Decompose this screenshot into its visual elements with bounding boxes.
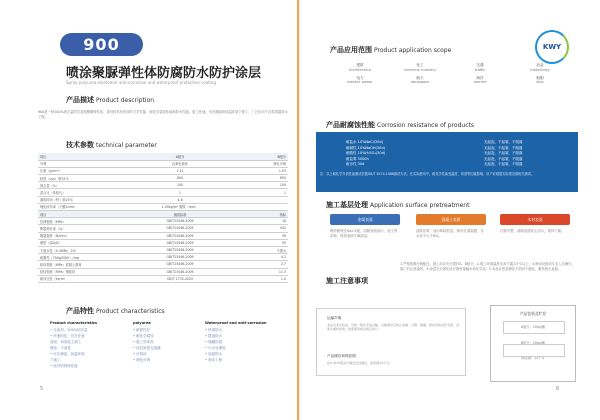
- corrosion-test-item: 耐盐水 10%NaCl(30d): [346, 140, 383, 144]
- spec-cell: 项目: [38, 153, 130, 160]
- description-heading: [66, 95, 154, 105]
- transport-heading: 运输声明: [327, 316, 342, 320]
- surface-wood-text: 打磨平整，清除表面灰尘油污，保持干燥。: [500, 229, 565, 233]
- packaging-line-2: B组分：20kg/桶: [521, 341, 545, 346]
- application-heading-en: Product application scope: [374, 47, 452, 54]
- surface-concrete-header: 混凝土表面: [416, 214, 486, 225]
- corrosion-test-item: 耐盐雾 5000h: [346, 156, 369, 161]
- application-item: [390, 63, 450, 73]
- application-item-cn: 交通: [476, 63, 484, 67]
- description-heading-cn: 产品描述: [66, 96, 94, 104]
- feature-item: • 污水处理池: [205, 346, 226, 350]
- packaging-frame-1: [503, 321, 565, 334]
- feature-item: • 耐化学腐蚀: [133, 334, 154, 338]
- application-item-en: electric power: [347, 80, 373, 85]
- description-heading-en: Product description: [96, 97, 155, 104]
- spec-cell: 100: [130, 182, 230, 189]
- storage-text: 在5-35℃阴凉干燥处密封储存，保质期12个月。: [327, 361, 392, 365]
- page-number-left: 5: [40, 386, 44, 392]
- corrosion-test-item: 耐酸性 10%H₂SO₄(30d): [346, 151, 386, 156]
- application-heading: [330, 45, 451, 55]
- spec-cell: GB/T 1732-2020: [130, 275, 230, 282]
- spec-row: [38, 189, 288, 196]
- features-heading-cn: 产品特性: [66, 307, 94, 315]
- application-item: [510, 63, 570, 73]
- application-item: [450, 76, 510, 86]
- spec-row: [38, 225, 288, 232]
- spec-header-row: [38, 211, 288, 218]
- spec-cell: B组分: [230, 153, 288, 160]
- spec-cell: 测试标准: [130, 211, 230, 218]
- spec-cell: GB/T23446-2009: [130, 261, 230, 268]
- spec-cell: 颜色可调: [230, 160, 288, 167]
- packaging-box: [490, 305, 576, 382]
- packaging-line-1: A组分：20kg/桶: [521, 325, 545, 329]
- spec-cell: 耐冲击性（kg·m）: [38, 275, 130, 282]
- spec-cell: 撕裂强度（N/mm）: [38, 232, 130, 239]
- surface-heading-cn: 施工基层处理: [326, 201, 368, 209]
- application-item-cn: 船舶: [536, 75, 544, 80]
- transport-text: 本品为非危险品，可按一般化学品运输。运输途中应防止雨淋、日晒、碰撞，保持包装完好无损，远离火源和热源，按照国家相关规定执行。: [327, 323, 460, 332]
- corrosion-result-item: 无起泡，不起皱，不脱落: [484, 162, 523, 167]
- spec-cell: 1.03: [230, 167, 288, 174]
- spec-cell: 16: [230, 218, 288, 225]
- spec-cell: 4-6: [130, 196, 230, 203]
- spec-cell: 1.0: [230, 275, 288, 282]
- spec-row: [38, 261, 288, 268]
- spec-cell: [230, 203, 288, 210]
- features-heading: [66, 306, 165, 316]
- spec-cell: 粘结强度（MPa）钢基材: [38, 268, 130, 275]
- params-heading-en: technical parameter: [96, 142, 157, 149]
- spec-cell: 93: [230, 239, 288, 246]
- spec-cell: 乳黄色液体: [130, 160, 230, 167]
- feature-item: • 桥梁防水: [205, 328, 223, 332]
- application-item-en: chemical industry: [403, 67, 436, 72]
- application-item: [330, 76, 390, 86]
- spec-row: [38, 254, 288, 261]
- spec-row: [38, 167, 288, 174]
- feature-item: • 可厚涂: [133, 352, 147, 356]
- spec-cell: 外观: [38, 160, 130, 167]
- spec-cell: A组分: [130, 153, 230, 160]
- feature-item: • 储罐防腐: [205, 340, 223, 344]
- spec-cell: GB/T23446-2009: [130, 225, 230, 232]
- packaging-frame-2: [503, 344, 565, 357]
- spec-cell: 1: [130, 189, 230, 196]
- corrosion-results: [484, 140, 523, 168]
- spec-cell: GB/T23446-2009: [130, 254, 230, 261]
- application-item: [510, 76, 570, 86]
- features-col-2-heading: polyurea: [133, 321, 151, 325]
- features-heading-en: Product characteristics: [96, 308, 165, 315]
- spec-cell: 800: [130, 175, 230, 182]
- surface-concrete-text: 清除浮浆、油污和疏松层，修补孔洞裂缝，含水率不大于8%。: [416, 229, 484, 239]
- spec-cell: 拉伸强度（MPa）: [38, 218, 130, 225]
- feature-item: 喷涂，不流挂: [50, 346, 71, 350]
- application-heading-cn: 产品应用范围: [330, 46, 372, 54]
- feature-item: • 耐候性好: [133, 328, 151, 332]
- company-logo: KWY: [535, 30, 569, 64]
- features-col-3: [205, 320, 290, 363]
- spec-cell: 不透水性（0.4MPa，2h）: [38, 246, 130, 253]
- spec-row: [38, 160, 288, 167]
- spec-table: [38, 153, 288, 283]
- corrosion-result-item: 无起泡，不起皱，不脱落: [484, 145, 523, 150]
- application-item-cn: 电力: [356, 75, 364, 80]
- spec-row: [38, 196, 288, 203]
- spec-row: [38, 218, 288, 225]
- application-item: [330, 63, 390, 73]
- application-grid: [330, 63, 570, 85]
- params-heading: [66, 140, 157, 150]
- feature-item: • 海洋工程: [205, 358, 223, 362]
- application-item: [390, 76, 450, 86]
- spec-cell: 混合比（体积比）: [38, 189, 130, 196]
- feature-item: • 颜色可调: [133, 358, 151, 362]
- spec-row: [38, 239, 288, 246]
- storage-heading: 产品储存和保质期: [327, 354, 356, 358]
- spec-cell: 650: [230, 175, 288, 182]
- spec-row: [38, 268, 288, 275]
- notes-text: 1.严格按照比例配比，施工前应充分搅拌A、B组分；2.施工环境温度应高于露点3℃以上；3.喷涂设备须专业人员操作，施工时注意通风；4.涂层完全固化前应避免接触水和化学品；5.本品应密封储存于阴凉干燥处，避免阳光直射。: [400, 262, 575, 271]
- spec-cell: 固含量（%）: [38, 182, 130, 189]
- transport-storage-box: [316, 308, 466, 376]
- spec-cell: 1: [230, 189, 288, 196]
- surface-wood-header: 木材表面: [500, 214, 570, 225]
- spec-cell: 4.2: [230, 254, 288, 261]
- notes-heading-text: 施工注意事项: [326, 277, 368, 285]
- spec-cell: GB/T23446-2009: [130, 268, 230, 275]
- application-item-en: ship: [536, 80, 544, 85]
- application-item-cn: 海洋: [476, 75, 484, 80]
- spec-cell: 指标: [230, 211, 288, 218]
- surface-heading: [326, 200, 469, 210]
- spec-cell: 凝胶时间（秒）@25℃: [38, 196, 130, 203]
- application-item-cn: 冶金: [536, 63, 544, 67]
- application-item-cn: 航天: [416, 75, 424, 80]
- product-number-badge: 900: [60, 33, 143, 56]
- application-item-cn: 建筑: [356, 63, 364, 67]
- feature-item: • 施工效率高: [133, 340, 154, 344]
- feature-item: 下施工: [50, 358, 61, 362]
- features-col-1: [50, 320, 122, 369]
- corrosion-heading-en: Corrosion resistance of products: [377, 122, 474, 129]
- left-page: [0, 0, 299, 420]
- spec-row: [38, 232, 288, 239]
- spec-cell: 粘结强度（MPa）混凝土基材: [38, 261, 130, 268]
- spec-cell: GB/T23446-2009: [130, 239, 230, 246]
- spec-cell: 比重（g/cm³）: [38, 167, 130, 174]
- corrosion-result-item: 无起泡，不起皱，不脱落: [484, 151, 523, 156]
- feature-item: • 可在潮湿、低温环境: [50, 352, 85, 356]
- spec-header-row: [38, 153, 288, 160]
- application-item-en: metallurgy: [530, 67, 550, 72]
- feature-item: • 优异的物理性能: [50, 364, 78, 368]
- spec-cell: 耐磨性（750g/500r）/mg: [38, 254, 130, 261]
- feature-item: 曲面、斜面及立面上: [50, 340, 82, 344]
- spec-cell: 1.05kg/m² 膜厚（mm）: [130, 203, 230, 210]
- feature-item: • 涂层致密无接缝: [133, 346, 161, 350]
- params-heading-cn: 技术参数: [66, 141, 94, 149]
- spec-cell: 1.12: [130, 167, 230, 174]
- features-col-3-heading: Waterproof and anti-corrosion: [205, 321, 267, 325]
- spec-row: [38, 175, 288, 182]
- notes-heading: [326, 276, 368, 286]
- spec-row: [38, 182, 288, 189]
- spec-cell: 不透水: [230, 246, 288, 253]
- packaging-line-3: 储存期：12个月: [521, 355, 545, 360]
- spec-cell: 2.7: [230, 261, 288, 268]
- spec-cell: 59: [230, 232, 288, 239]
- spec-cell: 11.3: [230, 268, 288, 275]
- spec-cell: 442: [230, 225, 288, 232]
- surface-metal-text: 喷砂除锈至Sa2.5级，清除表面油污、灰尘等杂物，保持表面干燥清洁。: [330, 229, 398, 239]
- feature-item: • 隧道防水: [205, 334, 223, 338]
- application-item: [450, 63, 510, 73]
- application-item-en: marine: [473, 80, 487, 85]
- corrosion-heading-cn: 产品耐腐蚀性能: [326, 121, 375, 129]
- spec-row: [38, 203, 288, 210]
- spec-cell: 硬度（邵A/D）: [38, 239, 130, 246]
- spec-cell: 项目: [38, 211, 130, 218]
- corrosion-heading: [326, 120, 474, 130]
- packaging-heading: 产品包装及贮存: [519, 311, 547, 316]
- features-col-1-heading: Product characteristics: [50, 321, 98, 325]
- spec-cell: 100: [230, 182, 288, 189]
- corrosion-result-item: 无起泡，不起皱，不脱落: [484, 156, 523, 161]
- spec-cell: GB/T23446-2009: [130, 232, 230, 239]
- application-item-en: traffic: [474, 67, 486, 72]
- spec-cell: 断裂伸长率（%）: [38, 225, 130, 232]
- spec-cell: 粘度（cps）@25℃: [38, 175, 130, 182]
- application-item-en: Aerospace: [410, 80, 430, 85]
- surface-metal-header: 金属表面: [330, 214, 400, 225]
- product-subtitle: Spray polyurea elastomer anti-corrosion and waterproof protective coating: [66, 80, 216, 85]
- spec-cell: [230, 196, 288, 203]
- spec-row: [38, 275, 288, 282]
- surface-heading-en: Application surface pretreatment: [370, 202, 470, 209]
- corrosion-result-item: 无起泡，不起皱，不脱落: [484, 140, 523, 144]
- application-item-cn: 化工: [416, 63, 424, 67]
- spec-cell: 理论涂布率（干膜1mm）: [38, 203, 130, 210]
- corrosion-test-item: 耐水性 30d: [346, 162, 365, 167]
- description-text: 900是一种100%固含量的芳香族聚脲弹性体。该材料具有优异的力学性能、耐化学腐蚀性能和防水性能，施工快速，可在潮湿和低温环境下施工，广泛应用于各类防腐防水工程。: [38, 110, 288, 119]
- features-col-2: [133, 320, 205, 363]
- corrosion-tests: [346, 140, 385, 168]
- corrosion-test-item: 耐碱性 10%NaOH(30d): [346, 145, 385, 150]
- product-title: 喷涂聚脲弹性体防腐防水防护涂层: [66, 66, 262, 81]
- application-item-en: Architecture: [348, 67, 371, 72]
- spec-cell: GB/T23446-2009: [130, 218, 230, 225]
- feature-item: • 屋面防水: [205, 352, 223, 356]
- corrosion-note: 注：以上耐化学介质性能测试依据GB/T 9274-1988测试方法。在实际使用中，耐化学性能受温度、浓度等因素影响，用户应根据实际情况做相关测试。: [320, 172, 535, 176]
- feature-item: • 快速固化，可在任意: [50, 334, 85, 338]
- spec-cell: GB/T23446-2009: [130, 246, 230, 253]
- page-number-right: 6: [556, 386, 560, 392]
- feature-item: • 无溶剂，100%固含量: [50, 328, 88, 332]
- spec-row: [38, 246, 288, 253]
